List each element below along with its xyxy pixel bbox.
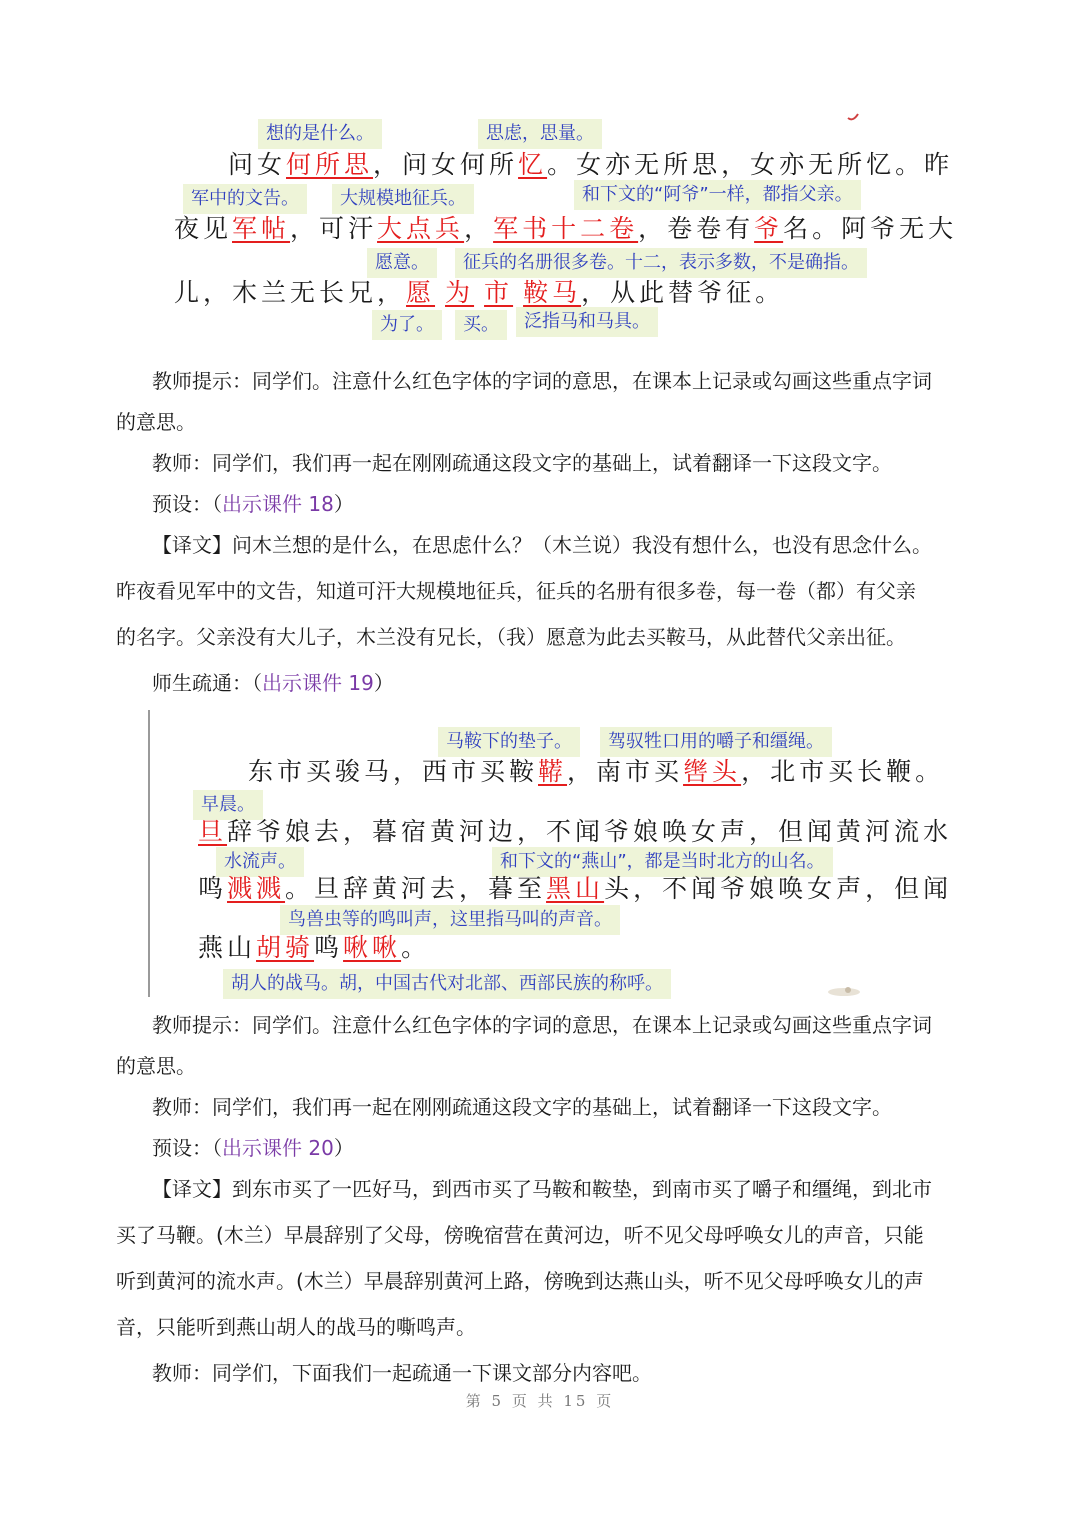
courseware-link-19[interactable]: 出示课件 19 [262,671,374,695]
translation-2-line-3: 听到黄河的流水声。(木兰）早晨辞别黄河上路，傍晚到达燕山头，听不见父母呼唤女儿的声 [116,1269,924,1293]
annotation-mingjiao: 鸟兽虫等的鸣叫声，这里指马叫的声音。 [280,905,620,935]
annotation-zhengbing: 大规模地征兵。 [332,184,474,214]
classical-line-4: 东市买骏马，西市买鞍鞯，南市买辔头，北市买长鞭。 [248,757,945,786]
preset-2: 预设：（出示课件 20） [152,1136,354,1160]
translation-2-line-1: 【译文】到东市买了一匹好马，到西市买了马鞍和鞍垫，到南市买了嚼子和缰绳，到北市 [152,1177,932,1201]
annotation-zhanma: 胡人的战马。胡，中国古代对北部、西部民族的称呼。 [223,969,671,999]
annotation-anma: 泛指马和马具。 [516,307,658,337]
teacher-tip-2: 教师提示：同学们。注意什么红色字体的字词的意思，在课本上记录或勾画这些重点字词 [152,1013,932,1037]
annotation-yuanyi: 愿意。 [367,248,437,278]
courseware-link-18[interactable]: 出示课件 18 [222,492,334,516]
annotation-jiaoyu: 驾驭牲口用的嚼子和缰绳。 [600,727,832,757]
courseware-link-20[interactable]: 出示课件 20 [222,1136,334,1160]
annotation-wenxie: 军中的文告。 [183,184,307,214]
annotation-aye: 和下文的“阿爷”一样，都指父亲。 [574,180,861,210]
annotation-silv: 思虑，思量。 [478,119,602,149]
decoration-mark [826,985,862,997]
teacher-tip-1-cont: 的意思。 [116,410,196,434]
annotation-dianzi: 马鞍下的垫子。 [438,727,580,757]
translation-2-line-2: 买了马鞭。(木兰）早晨辞别了父母，傍晚宿营在黄河边，听不见父母呼唤女儿的声音，只能 [116,1223,924,1247]
classical-line-6: 鸣溅溅。旦辞黄河去，暮至黑山头，不闻爷娘唤女声，但闻 [198,874,953,903]
annotation-weile: 为了。 [372,310,442,340]
classical-line-5: 旦辞爷娘去，暮宿黄河边，不闻爷娘唤女声，但闻黄河流水 [198,817,953,846]
teacher-tip-2-cont: 的意思。 [116,1054,196,1078]
translation-1-line-3: 的名字。父亲没有大儿子，木兰没有兄长，（我）愿意为此去买鞍马，从此替代父亲出征。 [116,625,906,649]
translation-1-line-2: 昨夜看见军中的文告，知道可汗大规模地征兵，征兵的名册有很多卷，每一卷（都）有父亲 [116,579,916,603]
annotation-mai: 买。 [455,310,507,340]
preset-1: 预设：（出示课件 18） [152,492,354,516]
teacher-tip-1: 教师提示：同学们。注意什么红色字体的字词的意思，在课本上记录或勾画这些重点字词 [152,369,932,393]
teacher-final: 教师：同学们，下面我们一起疏通一下课文部分内容吧。 [152,1361,652,1385]
page-footer: 第 5 页 共 15 页 [465,1392,615,1410]
annotation-liushui: 水流声。 [216,847,304,877]
teacher-instruction-1: 教师：同学们，我们再一起在刚刚疏通这段文字的基础上，试着翻译一下这段文字。 [152,451,892,475]
classical-line-7: 燕山胡骑鸣啾啾。 [198,933,431,962]
classical-line-2: 夜见军帖，可汗大点兵，军书十二卷，卷卷有爷名。阿爷无大 [174,214,958,243]
shisheng-label: 师生疏通：（出示课件 19） [152,671,394,695]
translation-1-line-1: 【译文】问木兰想的是什么，在思虑什么？（木兰说）我没有想什么，也没有思念什么。 [152,533,932,557]
decoration-mark [846,110,860,122]
translation-2-line-4: 音，只能听到燕山胡人的战马的嘶鸣声。 [116,1315,476,1339]
annotation-xiang: 想的是什么。 [258,119,382,149]
annotation-zaochen: 早晨。 [193,790,263,820]
classical-line-1: 问女何所思，问女何所忆。女亦无所思，女亦无所忆。昨 [228,150,954,179]
classical-line-3: 儿，木兰无长兄，愿 为 市 鞍马，从此替爷征。 [174,278,785,307]
annotation-mingce: 征兵的名册很多卷。十二，表示多数，不是确指。 [455,248,867,278]
passage-border [148,710,150,997]
teacher-instruction-2: 教师：同学们，我们再一起在刚刚疏通这段文字的基础上，试着翻译一下这段文字。 [152,1095,892,1119]
annotation-yanshan: 和下文的“燕山”，都是当时北方的山名。 [492,847,833,877]
